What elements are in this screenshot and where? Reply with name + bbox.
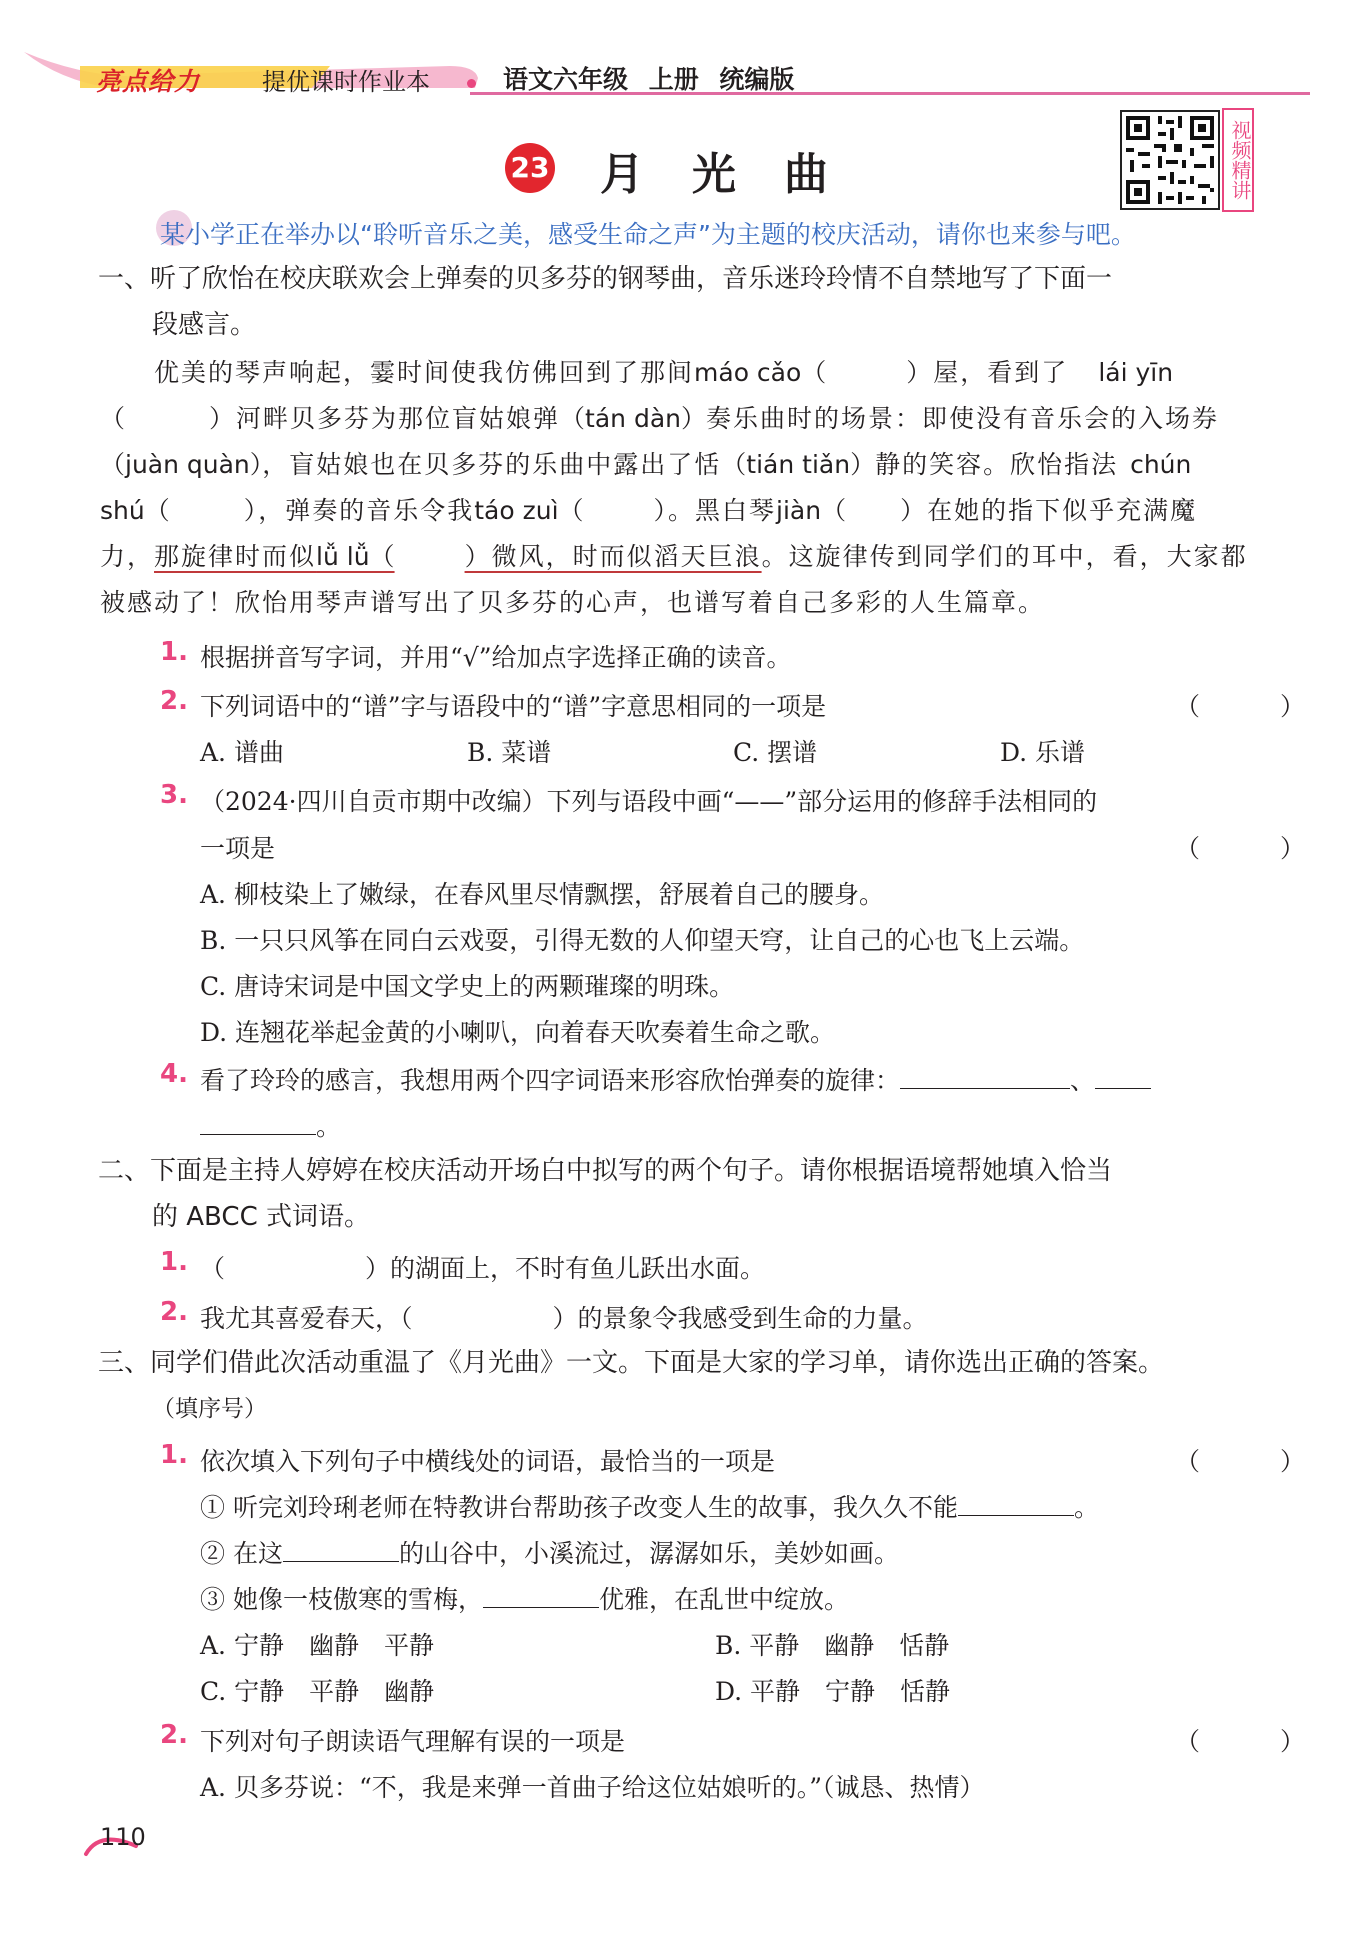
s1-q4-blank-2b[interactable] [200,1108,316,1135]
s3-q2-number: 2. [160,1720,188,1750]
s3-s3-blank[interactable] [483,1581,599,1608]
s3-q1-sentence-1: ① 听完刘玲琍老师在特教讲台帮助孩子改变人生的故事，我久久不能 。 [200,1488,1099,1524]
s1-q3-option-a[interactable]: A. 柳枝染上了嫩绿，在春风里尽情飘摆，舒展着自己的腰身。 [200,880,884,909]
s3-s1-blank[interactable] [958,1489,1074,1516]
s1-q4-number: 4. [160,1059,188,1089]
section3-heading-line2: （填序号） [152,1396,267,1422]
s3-q1-option-b[interactable]: B. 平静 幽静 恬静 [715,1631,950,1660]
s1-q3-option-c[interactable]: C. 唐诗宋词是中国文学史上的两颗璀璨的明珠。 [200,972,735,1001]
s3-s2-blank[interactable] [283,1535,399,1562]
s1-q2-option-a[interactable]: A. 谱曲 [200,738,284,767]
s3-q2-answer-box[interactable]: （ ） [1175,1727,1341,1756]
s1-q4-blank-1[interactable] [900,1062,1070,1089]
s3-q1-option-c[interactable]: C. 宁静 平静 幽静 [200,1677,435,1706]
underlined-sentence: 那旋律时而似lǚ lǚ（ ）微风，时而似滔天巨浪 [154,542,762,571]
passage-line-5: 力，那旋律时而似lǚ lǚ（ ）微风，时而似滔天巨浪。这旋律传到同学们的耳中，看，大家都 [100,542,1248,571]
header-brand: 亮点给力 [96,67,201,96]
video-label[interactable]: 视频精讲 [1222,108,1254,212]
qr-code[interactable] [1120,110,1220,210]
s1-q2-option-b[interactable]: B. 菜谱 [467,738,552,767]
section1-heading-line1: 一、听了欣怡在校庆联欢会上弹奏的贝多芬的钢琴曲，音乐迷玲玲情不自禁地写了下面一 [98,264,1113,294]
section3-heading [98,1340,1164,1432]
s3-q2-text: 下列对句子朗读语气理解有误的一项是 [200,1727,626,1756]
header-grade: 语文六年级 上册 统编版 [503,65,795,94]
section3-heading-line1: 三、同学们借此次活动重温了《月光曲》一文。下面是大家的学习单，请你选出正确的答案。 [98,1348,1165,1378]
section1-heading [98,256,1112,348]
section2-heading [98,1148,1112,1240]
s1-q3-option-b[interactable]: B. 一只只风筝在同白云戏耍，引得无数的人仰望天穹，让自己的心也飞上云端。 [200,926,1085,955]
s2-q2-number: 2. [160,1297,188,1327]
s3-q1-answer-box[interactable]: （ ） [1175,1447,1341,1476]
s1-q3-answer-box[interactable]: （ ） [1175,834,1341,863]
section1-heading-line2: 段感言。 [152,310,257,340]
s3-q1-option-d[interactable]: D. 平静 宁静 恬静 [715,1677,951,1706]
header-dot [467,79,476,88]
s1-q2-text: 下列词语中的“谱”字与语段中的“谱”字意思相同的一项是 [200,692,827,721]
s2-q1-text: （ ）的湖面上，不时有鱼儿跃出水面。 [200,1254,766,1283]
s1-q4-text: 看了玲玲的感言，我想用两个四字词语来形容欣怡弹奏的旋律： 、 [200,1061,1151,1097]
section1-passage [100,350,1260,626]
s1-q2-number: 2. [160,686,188,716]
passage-line-3: （juàn quàn），盲姑娘也在贝多芬的乐曲中露出了恬（tián tiǎn）静的笑容。欣怡指法 chún [100,450,1192,479]
s1-q3-number: 3. [160,780,188,810]
s3-q1-text: 依次填入下列句子中横线处的词语，最恰当的一项是 [200,1447,776,1476]
qr-code-icon [1122,112,1218,208]
s1-q2-answer-box[interactable]: （ ） [1175,692,1341,721]
lesson-number-badge: 23 [505,143,555,193]
s1-q4-blank-2a[interactable] [1095,1062,1151,1089]
s3-q1-sentence-3: ③ 她像一枝傲寒的雪梅， 优雅，在乱世中绽放。 [200,1580,849,1616]
s3-q1-sentence-2: ② 在这 的山谷中，小溪流过，潺潺如乐，美妙如画。 [200,1534,899,1570]
intro-text: 某小学正在举办以“聆听音乐之美，感受生命之声”为主题的校庆活动，请你也来参与吧。 [160,220,1136,249]
page-number: 110 [100,1823,146,1851]
s3-q1-option-a[interactable]: A. 宁静 幽静 平静 [200,1631,434,1660]
s3-q1-number: 1. [160,1440,188,1470]
s1-q2-option-c[interactable]: C. 摆谱 [733,738,818,767]
s1-q1-text: 根据拼音写字词，并用“√”给加点字选择正确的读音。 [200,643,792,672]
s1-q3-option-d[interactable]: D. 连翘花举起金黄的小喇叭，向着春天吹奏着生命之歌。 [200,1018,836,1047]
section2-heading-line2: 的 ABCC 式词语。 [152,1202,371,1232]
s2-q1-number: 1. [160,1247,188,1277]
header-book-title: 提优课时作业本 [262,68,430,96]
passage-line-2: （ ）河畔贝多芬为那位盲姑娘弹（tán dàn）奏乐曲时的场景：即使没有音乐会的入场券 [100,404,1219,433]
s1-q2-option-d[interactable]: D. 乐谱 [1000,738,1086,767]
passage-line-1: 优美的琴声响起，霎时间使我仿佛回到了那间máo cǎo（ ）屋，看到了 lái yīn [154,358,1174,387]
lesson-title: 月光曲 [600,149,876,200]
s3-q2-option-a[interactable]: A. 贝多芬说：“不，我是来弹一首曲子给这位姑娘听的。”（诚恳、热情） [200,1773,985,1802]
section2-heading-line1: 二、下面是主持人婷婷在校庆活动开场白中拟写的两个句子。请你根据语境帮她填入恰当 [98,1156,1113,1186]
s2-q2-text: 我尤其喜爱春天，（ ）的景象令我感受到生命的力量。 [200,1304,928,1333]
s1-q3-text-line1: （2024·四川自贡市期中改编）下列与语段中画“——”部分运用的修辞手法相同的 [200,787,1098,816]
s1-q3-text-line2: 一项是 [200,834,276,863]
passage-line-6: 被感动了！欣怡用琴声谱写出了贝多芬的心声，也谱写着自己多彩的人生篇章。 [100,588,1046,617]
s1-q4-text-line2: 。 [200,1107,341,1143]
passage-line-4: shú（ ），弹奏的音乐令我táo zuì（ ）。黑白琴jiàn（ ）在她的指下似乎充满魔 [100,496,1198,525]
s1-q1-number: 1. [160,637,188,667]
